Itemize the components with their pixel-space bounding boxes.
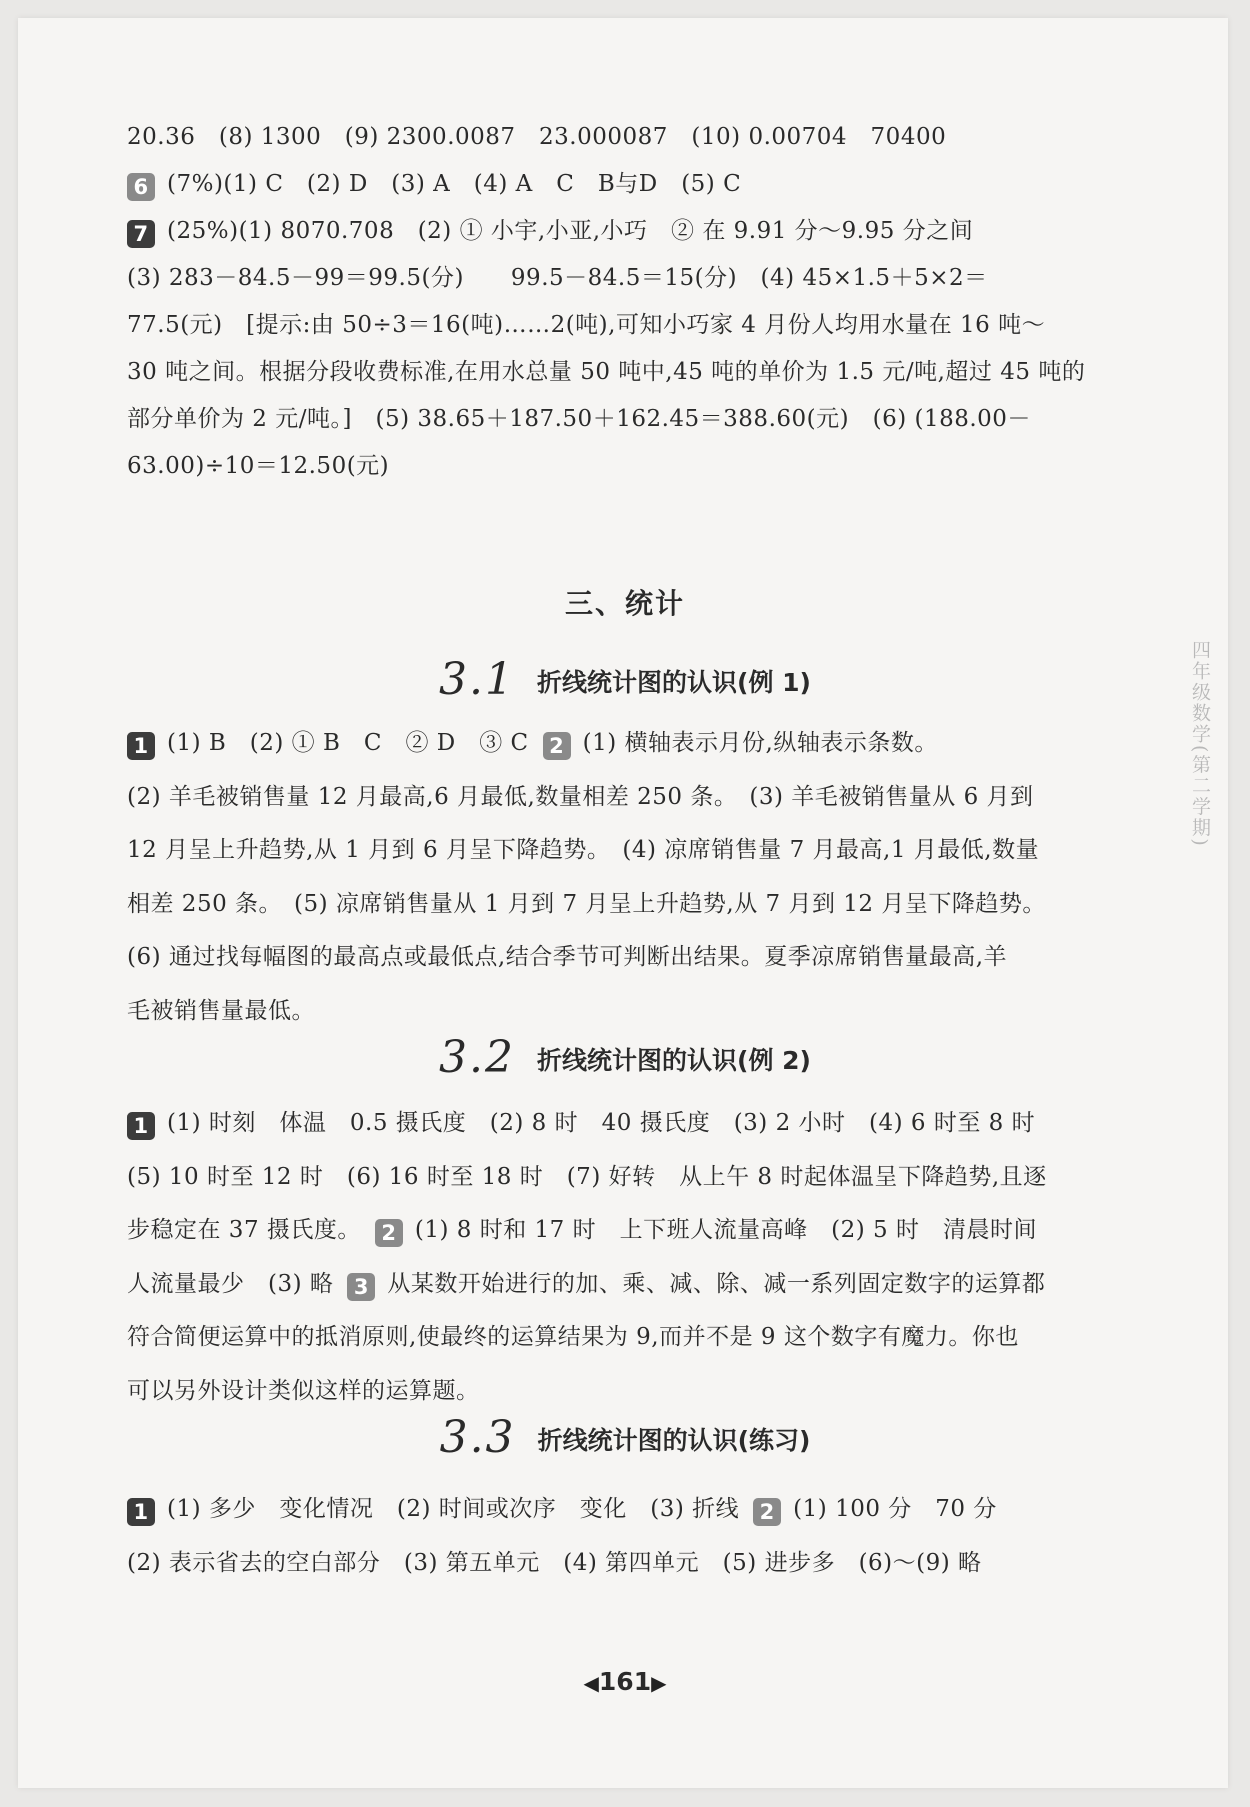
answer-line xyxy=(127,263,988,293)
question-number-badge: 3 xyxy=(347,1273,375,1301)
lesson-number: 3.2 xyxy=(439,1032,516,1083)
answer-text: 步稳定在 37 摄氏度。 xyxy=(127,1217,361,1243)
prev-arrow-icon: ◀ xyxy=(583,1671,599,1695)
section-title: 三、统计 xyxy=(564,587,685,620)
lesson-heading xyxy=(0,1412,1250,1463)
answer-text: (7%)(1) C (2) D (3) A (4) A C B与D (5) C xyxy=(167,171,742,197)
answer-text: (1) 8 时和 17 时 上下班人流量高峰 (2) 5 时 清晨时间 xyxy=(414,1217,1037,1243)
lesson-title: 折线统计图的认识(练习) xyxy=(537,1426,811,1455)
question-number-badge: 6 xyxy=(127,173,155,201)
answer-text: 20.36 (8) 1300 (9) 2300.0087 23.000087 (10) 0.00704 70400 xyxy=(127,124,947,150)
answer-line xyxy=(127,1376,480,1406)
answer-line xyxy=(127,889,1046,919)
answer-line xyxy=(127,1322,1019,1352)
answer-text: 30 吨之间。根据分段收费标准,在用水总量 50 吨中,45 吨的单价为 1.5 元/吨,超过 45 吨的 xyxy=(127,359,1086,385)
answer-line xyxy=(127,835,1039,865)
page-number xyxy=(0,1667,1250,1696)
answer-line xyxy=(127,169,741,201)
answer-line xyxy=(127,404,1031,434)
answer-line xyxy=(127,1162,1047,1192)
answer-text: (5) 10 时至 12 时 (6) 16 时至 18 时 (7) 好转 从上午 8 时起体温呈下降趋势,且逐 xyxy=(127,1163,1047,1190)
answer-line xyxy=(127,996,315,1026)
answer-line xyxy=(127,1548,982,1578)
answer-line xyxy=(127,782,1034,812)
answer-line xyxy=(127,1269,1045,1301)
answer-line xyxy=(127,216,973,248)
question-number-badge: 7 xyxy=(127,220,155,248)
question-number-badge: 1 xyxy=(127,1498,155,1526)
question-number-badge: 2 xyxy=(375,1219,403,1247)
lesson-heading xyxy=(0,654,1250,705)
question-number-badge: 1 xyxy=(127,1112,155,1140)
lesson-title: 折线统计图的认识(例 1) xyxy=(537,668,811,697)
answer-text: 符合简便运算中的抵消原则,使最终的运算结果为 9,而并不是 9 这个数字有魔力。你也 xyxy=(127,1324,1019,1350)
page-number-label: 161 xyxy=(598,1667,652,1696)
lesson-title: 折线统计图的认识(例 2) xyxy=(537,1046,811,1075)
question-number-badge: 2 xyxy=(543,732,571,760)
answer-text: 毛被销售量最低。 xyxy=(127,997,315,1024)
answer-text: (3) 283－84.5－99＝99.5(分) 99.5－84.5＝15(分) (4) 45×1.5＋5×2＝ xyxy=(127,265,988,291)
answer-line xyxy=(127,1494,997,1526)
answer-line xyxy=(127,357,1085,387)
answer-line xyxy=(127,1215,1037,1247)
answer-line xyxy=(127,728,938,760)
answer-line xyxy=(127,451,389,481)
answer-text: (1) 时刻 体温 0.5 摄氏度 (2) 8 时 40 摄氏度 (3) 2 小时 (4) 6 时至 8 时 xyxy=(167,1110,1036,1136)
lesson-number: 3.3 xyxy=(439,1412,516,1463)
next-arrow-icon: ▶ xyxy=(651,1671,667,1695)
answer-line xyxy=(127,1108,1035,1140)
lesson-heading xyxy=(0,1032,1250,1083)
question-number-badge: 1 xyxy=(127,732,155,760)
answer-text: 63.00)÷10＝12.50(元) xyxy=(127,453,390,479)
lesson-number: 3.1 xyxy=(439,654,516,705)
answer-text: (1) 横轴表示月份,纵轴表示条数。 xyxy=(582,730,938,756)
answer-text: (6) 通过找每幅图的最高点或最低点,结合季节可判断出结果。夏季凉席销售量最高,羊 xyxy=(127,944,1008,970)
answer-line xyxy=(127,122,946,152)
answer-text: (1) B (2) ① B C ② D ③ C xyxy=(167,730,529,756)
answer-text: 相差 250 条。 (5) 凉席销售量从 1 月到 7 月呈上升趋势,从 7 月到 12 月呈下降趋势。 xyxy=(127,890,1046,917)
answer-text: (2) 羊毛被销售量 12 月最高,6 月最低,数量相差 250 条。 (3) 羊毛被销售量从 6 月到 xyxy=(127,783,1034,810)
side-book-title: 四年级数学(第二学期) xyxy=(1189,640,1211,848)
answer-text: 人流量最少 (3) 略 xyxy=(127,1270,334,1297)
answer-line xyxy=(127,942,1007,972)
answer-text: (25%)(1) 8070.708 (2) ① 小宇,小亚,小巧 ② 在 9.91 分～9.95 分之间 xyxy=(167,218,974,244)
answer-text: 12 月呈上升趋势,从 1 月到 6 月呈下降趋势。 (4) 凉席销售量 7 月最高,1 月最低,数量 xyxy=(127,837,1040,863)
answer-text: (1) 多少 变化情况 (2) 时间或次序 变化 (3) 折线 xyxy=(167,1496,740,1522)
answer-line xyxy=(127,310,1045,340)
answer-text: 从某数开始进行的加、乘、减、除、减一系列固定数字的运算都 xyxy=(387,1270,1046,1297)
answer-text: 可以另外设计类似这样的运算题。 xyxy=(127,1377,480,1404)
answer-text: 77.5(元) [提示:由 50÷3＝16(吨)……2(吨),可知小巧家 4 月份人均用水量在 16 吨～ xyxy=(127,312,1046,338)
answer-text: (1) 100 分 70 分 xyxy=(793,1496,997,1522)
answer-text: 部分单价为 2 元/吨。] (5) 38.65＋187.50＋162.45＝388.60(元) (6) (188.00－ xyxy=(127,406,1031,432)
answer-text: (2) 表示省去的空白部分 (3) 第五单元 (4) 第四单元 (5) 进步多 (6)～(9) 略 xyxy=(127,1549,982,1576)
question-number-badge: 2 xyxy=(753,1498,781,1526)
